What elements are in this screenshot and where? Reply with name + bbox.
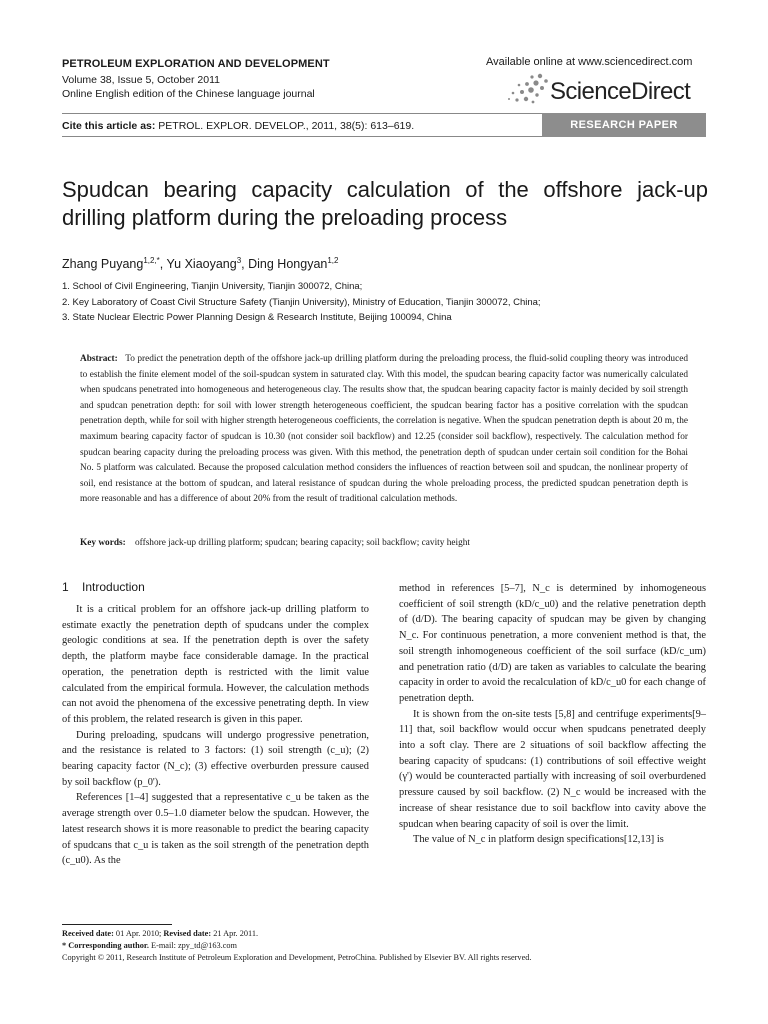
author-name: Yu Xiaoyang: [166, 257, 237, 272]
paragraph: It is shown from the on-site tests [5,8] and centrifuge experiments[9–11] that, soil backflow would occur when spudcans penetrated deeply into a soft clay. There are 2 situations of soil backflow affecting the bearing capacity of spudcans: (1) contributions of soil effective weight (γ') would be counteracted partially with increasing of soil overburdened pressure caused by soil backflow. (2) N_c would be increased with the increase of shear resistance due to soil backflow into cavity above the spudcan when bearing capacity of soil is over the limit.: [399, 708, 706, 830]
body-column-right: [399, 581, 706, 848]
received-label: Received date:: [62, 929, 114, 938]
sciencedirect-logo[interactable]: [506, 72, 706, 112]
paragraph: References [1–4] suggested that a representative c_u be taken as the average strength over 0.5–1.0 diameter below the spudcan. However, the latest research shows it is more reasonable to predict the bearing capacity of spudcans that c_u is taken as the soil strength of the penetration depth (c_u0). As the: [62, 792, 369, 867]
paragraph: During preloading, spudcans will undergo progressive penetration, and the resistance is related to 3 factors: (1) soil strength (c_u); (2) bearing capacity factor (N_c); (3) effective overburden pressure caused by soil backflow (p_0').: [62, 729, 369, 788]
paragraph: The value of N_c in platform design specifications[12,13] is: [413, 834, 664, 846]
affiliation-2: 2. Key Laboratory of Coast Civil Structure Safety (Tianjin University), Ministry of Education, Tianjin 300072, China;: [62, 297, 541, 308]
citation-line: [62, 120, 414, 132]
received-value: 01 Apr. 2010;: [115, 929, 162, 938]
revised-value: 21 Apr. 2011.: [213, 929, 259, 938]
author-name: Zhang Puyang: [62, 257, 144, 272]
body-column-left: [62, 602, 369, 869]
abstract-text: To predict the penetration depth of the offshore jack-up drilling platform during the preloading process, the fluid-solid coupling theory was introduced to establish the finite element model of the soil-spudcan system in saturated clay. With this model, the spudcan bearing capacity factor was numerically calculated when spudcans penetrated into homogeneous and heterogeneous clay. The results show that, the spudcan bearing capacity factor is mainly decided by soil strength and spudcan penetration depth: for soil with lower strength heterogeneous coefficient, the spudcan bearing factor has a positive correlation with the spudcan penetration depth, while for soil with higher strength heterogeneous coefficients, the correlation is negative. When the spudcan penetration depth is about 20 m, the maximum bearing capacity factor of spudcan is 10.30 (not consider soil backflow) and 12.25 (consider soil backflow), respectively. The calculation method for spudcan bearing capacity during the preloading process was given. With this method, the penetration depth of spudcan under certain soil condition for the Bohai No. 5 platform was calculated. Because the proposed calculation method considers the influences of reaction between soil and spudcan, the nonlinear property of soil, end resistance at the bottom of spudcan, and lateral resistance of spudcan during the whole preloading process, the predicted spudcan penetration depth is more reasonable and has a difference of about 20% from the result of traditional calculation methods.: [80, 354, 688, 505]
available-online-link[interactable]: Available online at www.sciencedirect.com: [486, 56, 693, 68]
keywords-text: offshore jack-up drilling platform; spudcan; bearing capacity; soil backflow; cavity height: [135, 538, 470, 548]
affiliation-1: 1. School of Civil Engineering, Tianjin University, Tianjin 300072, China;: [62, 281, 363, 292]
section-title: Introduction: [82, 580, 145, 594]
paragraph: It is a critical problem for an offshore jack-up drilling platform to estimate exactly the penetration depth of spudcans under the complex geologic conditions at sea. If the penetration depth is over the safety depth, the platform maybe face considerable damage. In the practical operation, the penetration depth is restricted with the limit value calculated from the empirical formula. However, the calculation methods can not avoid the phenomena of the excessive penetrating depth. In view of this problem, the related research is given in this paper.: [62, 604, 369, 725]
corresponding-author: [62, 941, 237, 950]
corresponding-label: * Corresponding author.: [62, 941, 149, 950]
received-dates: [62, 929, 258, 938]
journal-name: PETROLEUM EXPLORATION AND DEVELOPMENT: [62, 58, 330, 70]
footnote-divider: [62, 924, 172, 925]
article-type-badge: RESEARCH PAPER: [542, 113, 706, 137]
abstract: [80, 352, 688, 508]
author-affiliation-marker: 1,2: [327, 256, 339, 265]
section-number: 1: [62, 580, 69, 594]
author-name: Ding Hongyan: [248, 257, 328, 272]
revised-label: Revised date:: [163, 929, 212, 938]
keywords-label: Key words:: [80, 538, 126, 548]
journal-volume: Volume 38, Issue 5, October 2011: [62, 74, 220, 86]
affiliation-3: 3. State Nuclear Electric Power Planning Design & Research Institute, Beijing 100094, China: [62, 312, 452, 323]
citation-divider: [62, 136, 542, 137]
keywords: [80, 538, 688, 548]
author-affiliation-marker: 1,2,*: [143, 256, 160, 265]
sciencedirect-dots-icon: [506, 72, 550, 108]
section-heading: [62, 580, 145, 594]
copyright-notice: Copyright © 2011, Research Institute of Petroleum Exploration and Development, PetroChina. Published by Elsevier BV. All rights reserved.: [62, 953, 532, 962]
cite-text: PETROL. EXPLOR. DEVELOP., 2011, 38(5): 613–619.: [158, 120, 415, 132]
abstract-label: Abstract:: [80, 354, 118, 364]
journal-edition: Online English edition of the Chinese language journal: [62, 88, 315, 100]
author-affiliation-marker: 3: [236, 256, 242, 265]
article-title: Spudcan bearing capacity calculation of the offshore jack-up drilling platform during the preloading process: [62, 177, 708, 230]
paragraph: method in references [5–7], N_c is determined by inhomogeneous coefficient of soil strength (kD/c_u0) and the relative penetration depth of (d/D). The bearing capacity of spudcan may be given by changing N_c. For continuous penetration, a more convenient method is that, the soil strength inhomogeneous coefficient of the soil surface (kD/c_um) and penetration ratio (d/D) are taken as variables to calculate the bearing capacity in order to avoid the recalculation of kD/c_u0 for each change of penetration depth.: [399, 583, 706, 704]
sciencedirect-wordmark: ScienceDirect: [550, 78, 691, 105]
corresponding-email[interactable]: E-mail: zpy_td@163.com: [151, 941, 237, 950]
author-list: Zhang Puyang$^{1,2,*}$, Yu Xiaoyang$^3$, Ding Hongyan$^{1,2}$: [62, 256, 339, 272]
cite-label: Cite this article as:: [62, 120, 156, 132]
